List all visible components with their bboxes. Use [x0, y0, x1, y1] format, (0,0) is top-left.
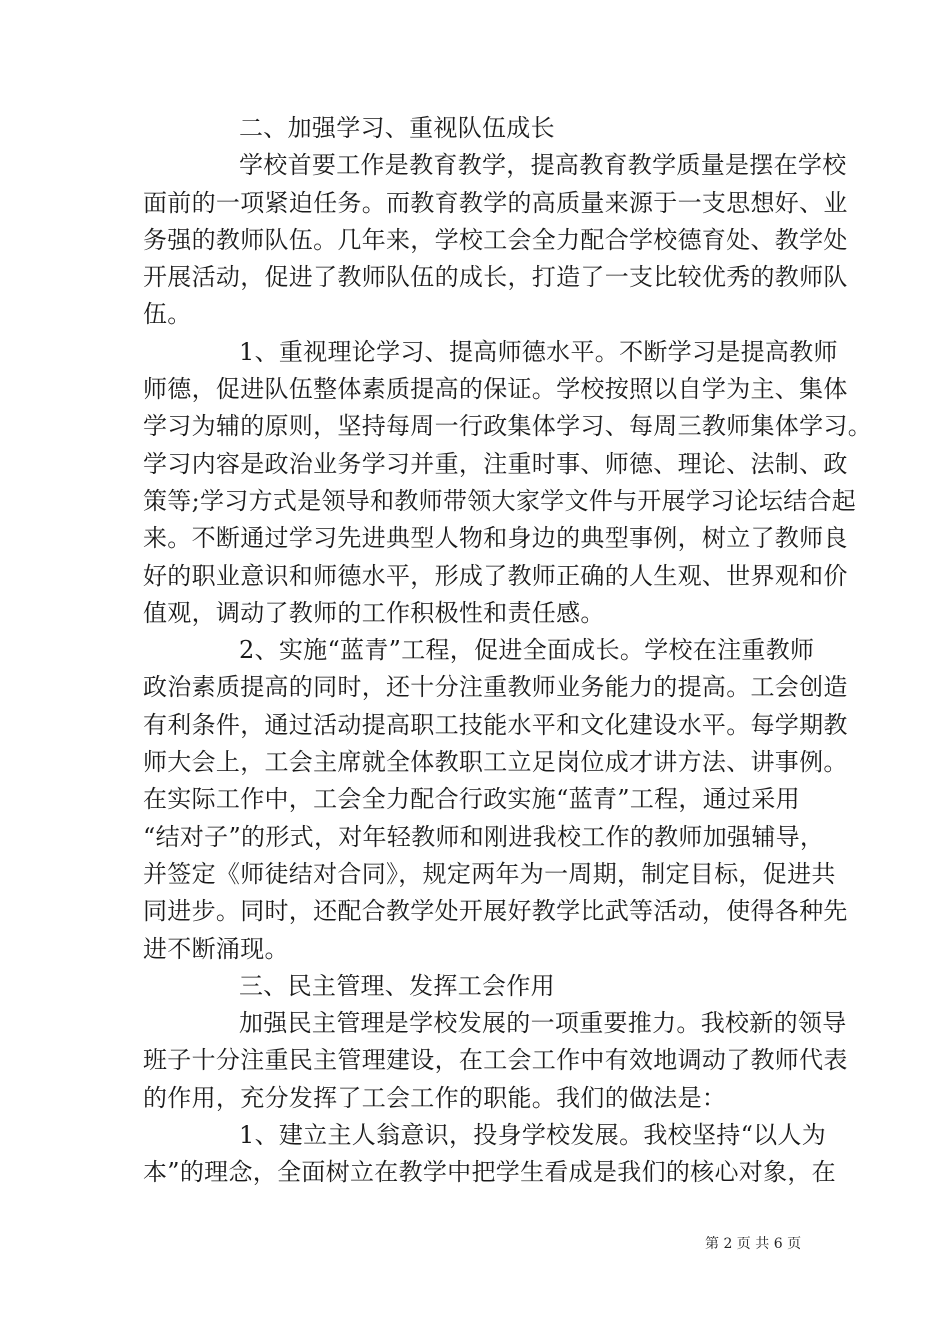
- section-heading: 二、加强学习、重视队伍成长: [239, 114, 555, 142]
- text-line: 好的职业意识和师德水平，形成了教师正确的人生观、世界观和价: [143, 561, 848, 590]
- text-line: 师德，促进队伍整体素质提高的保证。学校按照以自学为主、集体: [143, 375, 848, 404]
- section-heading: 三、民主管理、发挥工会作用: [239, 971, 555, 1000]
- text-line: 1、建立主人翁意识，投身学校发展。我校坚持“以人为: [239, 1121, 827, 1150]
- text-line: 有利条件，通过活动提高职工技能水平和文化建设水平。每学期教: [143, 710, 848, 739]
- text-line: 伍。: [143, 300, 192, 329]
- text-line: 策等;学习方式是领导和教师带领大家学文件与开展学习论坛结合起: [143, 486, 857, 515]
- text-line: 1、重视理论学习、提高师德水平。不断学习是提高教师: [239, 337, 838, 366]
- text-line: 并签定《师徒结对合同》，规定两年为一周期，制定目标，促进共: [143, 859, 836, 888]
- text-line: 面前的一项紧迫任务。而教育教学的高质量来源于一支思想好、业: [143, 188, 848, 217]
- text-line: 进不断涌现。: [143, 934, 289, 963]
- text-line: 开展活动，促进了教师队伍的成长，打造了一支比较优秀的教师队: [143, 263, 848, 292]
- text-line: 来。不断通过学习先进典型人物和身边的典型事例，树立了教师良: [143, 524, 848, 553]
- text-line: “结对子”的形式，对年轻教师和刚进我校工作的教师加强辅导，: [143, 822, 825, 851]
- text-line: 的作用，充分发挥了工会工作的职能。我们的做法是：: [143, 1083, 727, 1112]
- text-line: 师大会上，工会主席就全体教职工立足岗位成才讲方法、讲事例。: [143, 748, 848, 777]
- text-line: 务强的教师队伍。几年来，学校工会全力配合学校德育处、教学处: [143, 225, 848, 254]
- text-line: 学习为辅的原则，坚持每周一行政集体学习、每周三教师集体学习。: [143, 412, 872, 441]
- text-line: 值观，调动了教师的工作积极性和责任感。: [143, 598, 605, 627]
- page-number: 第 2 页 共 6 页: [705, 1236, 802, 1252]
- text-line: 加强民主管理是学校发展的一项重要推力。我校新的领导: [239, 1009, 847, 1038]
- document-body: [143, 110, 872, 1192]
- text-line: 本”的理念，全面树立在教学中把学生看成是我们的核心对象，在: [143, 1158, 836, 1187]
- text-line: 政治素质提高的同时，还十分注重教师业务能力的提高。工会创造: [143, 673, 848, 702]
- text-line: 在实际工作中，工会全力配合行政实施“蓝青”工程，通过采用: [143, 785, 800, 814]
- text-line: 2、实施“蓝青”工程，促进全面成长。学校在注重教师: [239, 636, 815, 665]
- text-line: 班子十分注重民主管理建设，在工会工作中有效地调动了教师代表: [143, 1046, 848, 1075]
- text-line: 同进步。同时，还配合教学处开展好教学比武等活动，使得各种先: [143, 897, 848, 926]
- text-line: 学习内容是政治业务学习并重，注重时事、师德、理论、法制、政: [143, 449, 848, 478]
- text-line: 学校首要工作是教育教学，提高教育教学质量是摆在学校: [239, 151, 847, 180]
